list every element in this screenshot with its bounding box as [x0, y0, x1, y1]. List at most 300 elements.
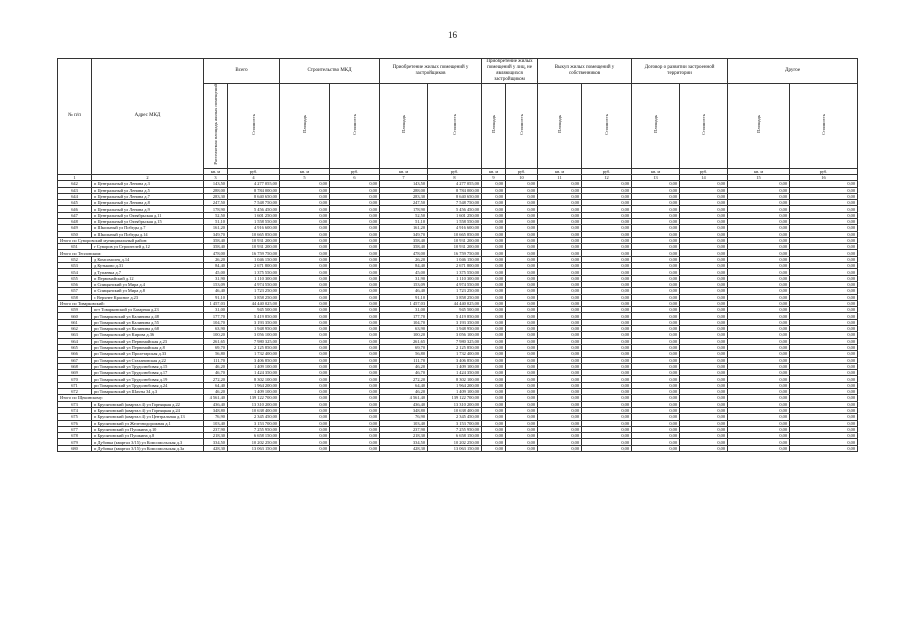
- table-cell: 0,00: [280, 370, 330, 376]
- table-cell: 0,00: [482, 294, 506, 300]
- table-cell: 0,00: [680, 319, 728, 325]
- table-cell: 46,20: [204, 363, 228, 369]
- table-cell: 0,00: [680, 370, 728, 376]
- unit-label: руб.: [680, 168, 728, 174]
- table-cell: 0,00: [632, 288, 680, 294]
- table-cell: 0,00: [680, 231, 728, 237]
- table-cell: 0,00: [680, 363, 728, 369]
- table-cell: 218,30: [380, 433, 428, 439]
- table-cell: 0,00: [582, 338, 632, 344]
- table-cell: 0,00: [280, 338, 330, 344]
- table-cell: 0,00: [330, 420, 380, 426]
- table-cell: 0,00: [632, 281, 680, 287]
- table-cell: 0,00: [728, 370, 790, 376]
- table-cell: 0,00: [538, 395, 582, 401]
- table-cell: 0,00: [482, 445, 506, 451]
- table-cell: 0,00: [330, 326, 380, 332]
- table-cell: 0,00: [538, 256, 582, 262]
- table-cell: 0,00: [728, 357, 790, 363]
- table-cell: 0,00: [728, 288, 790, 294]
- table-cell: 1 409 100,00: [228, 389, 280, 395]
- table-cell: 0,00: [582, 370, 632, 376]
- table-cell: 0,00: [790, 433, 858, 439]
- table-cell: 0,00: [330, 338, 380, 344]
- row-number: 653: [58, 263, 92, 269]
- column-number: 12: [582, 174, 632, 180]
- table-cell: 10 665 850,00: [228, 231, 280, 237]
- table-cell: 0,00: [506, 382, 538, 388]
- table-cell: 272,20: [380, 376, 428, 382]
- table-cell: 5 419 850,00: [428, 313, 482, 319]
- table-cell: 1 732 400,00: [228, 351, 280, 357]
- row-number: 680: [58, 445, 92, 451]
- table-cell: 0,00: [482, 181, 506, 187]
- header-group-other: Другое: [728, 59, 858, 84]
- table-cell: 1 948 950,00: [428, 326, 482, 332]
- table-cell: 177,70: [204, 313, 228, 319]
- table-cell: 0,00: [582, 206, 632, 212]
- header-sub-area: Площадь: [632, 84, 680, 169]
- table-cell: 0,00: [632, 326, 680, 332]
- table-cell: 0,00: [632, 212, 680, 218]
- table-cell: 0,00: [582, 200, 632, 206]
- table-cell: 0,00: [538, 269, 582, 275]
- table-cell: 0,00: [280, 225, 330, 231]
- table-cell: 0,00: [790, 401, 858, 407]
- table-cell: 0,00: [506, 370, 538, 376]
- table-cell: 0,00: [330, 319, 380, 325]
- row-number: 656: [58, 281, 92, 287]
- table-cell: 1 110 300,00: [228, 275, 280, 281]
- table-cell: 0,00: [680, 219, 728, 225]
- table-cell: 4 277 055,00: [428, 181, 482, 187]
- table-cell: 0,00: [728, 445, 790, 451]
- table-cell: 0,00: [506, 357, 538, 363]
- row-number: 667: [58, 357, 92, 363]
- table-cell: 0,00: [538, 250, 582, 256]
- table-cell: 0,00: [280, 300, 330, 306]
- table-cell: 0,00: [538, 370, 582, 376]
- header-group-total: Всего: [204, 59, 280, 84]
- table-cell: 0,00: [680, 244, 728, 250]
- table-cell: 0,00: [330, 193, 380, 199]
- table-cell: 0,00: [506, 256, 538, 262]
- subtotal-label: Итого по Щекинскому:: [58, 395, 204, 401]
- table-cell: 945 500,00: [428, 307, 482, 313]
- table-cell: 358,40: [380, 244, 428, 250]
- column-number: 15: [728, 174, 790, 180]
- table-cell: 0,00: [790, 281, 858, 287]
- table-cell: 13 310 200,00: [228, 401, 280, 407]
- table-cell: 0,00: [790, 219, 858, 225]
- address-cell: рп Товарковский ул Первомайская д.8: [92, 344, 204, 350]
- table-cell: 0,00: [632, 420, 680, 426]
- row-number: 679: [58, 439, 92, 445]
- table-cell: 1 457,03: [204, 300, 228, 306]
- table-cell: 0,00: [330, 269, 380, 275]
- table-cell: 0,00: [680, 420, 728, 426]
- table-cell: 46,70: [204, 370, 228, 376]
- table-cell: 0,00: [632, 382, 680, 388]
- table-cell: 0,00: [790, 363, 858, 369]
- table-cell: 0,00: [680, 326, 728, 332]
- table-cell: 0,00: [632, 300, 680, 306]
- table-cell: 0,00: [632, 357, 680, 363]
- table-cell: 0,00: [680, 395, 728, 401]
- table-cell: 0,00: [280, 389, 330, 395]
- table-cell: 0,00: [482, 351, 506, 357]
- table-cell: 0,00: [482, 219, 506, 225]
- table-cell: 0,00: [280, 420, 330, 426]
- table-cell: 3 056 100,00: [428, 332, 482, 338]
- table-cell: 0,00: [680, 401, 728, 407]
- table-cell: 0,00: [482, 344, 506, 350]
- table-cell: 10 931 200,00: [428, 237, 482, 243]
- table-cell: 8 302 100,00: [228, 376, 280, 382]
- table-cell: 0,00: [790, 263, 858, 269]
- unit-label: руб.: [506, 168, 538, 174]
- table-cell: 0,00: [728, 263, 790, 269]
- table-cell: 0,00: [482, 206, 506, 212]
- table-cell: 16 759 750,00: [228, 250, 280, 256]
- header-sub-area: Площадь: [280, 84, 330, 169]
- table-cell: 0,00: [680, 225, 728, 231]
- row-number: 647: [58, 212, 92, 218]
- table-cell: 0,00: [632, 206, 680, 212]
- table-cell: 0,00: [582, 288, 632, 294]
- table-cell: 56,80: [380, 351, 428, 357]
- table-cell: 84,40: [204, 263, 228, 269]
- table-cell: 0,00: [482, 414, 506, 420]
- table-cell: 0,00: [728, 281, 790, 287]
- table-cell: 0,00: [280, 212, 330, 218]
- table-cell: 1 409 100,00: [228, 363, 280, 369]
- table-cell: 0,00: [482, 231, 506, 237]
- table-cell: 52,50: [204, 212, 228, 218]
- table-cell: 1 964 200,00: [428, 382, 482, 388]
- table-cell: 0,00: [632, 370, 680, 376]
- table-cell: 16 759 750,00: [428, 250, 482, 256]
- table-cell: 0,00: [506, 313, 538, 319]
- table-cell: 0,00: [790, 389, 858, 395]
- table-cell: 7 548 750,00: [428, 200, 482, 206]
- table-cell: 0,00: [506, 250, 538, 256]
- column-number: 16: [790, 174, 858, 180]
- table-cell: 51,10: [204, 219, 228, 225]
- header-sub-area: Площадь: [728, 84, 790, 169]
- table-cell: 0,00: [506, 344, 538, 350]
- address-cell: п Центральный ул Ленина д.3: [92, 181, 204, 187]
- table-cell: 0,00: [538, 237, 582, 243]
- table-cell: 0,00: [728, 407, 790, 413]
- table-cell: 0,00: [728, 200, 790, 206]
- table-cell: 0,00: [280, 269, 330, 275]
- table-cell: 0,00: [280, 294, 330, 300]
- table-cell: 0,00: [506, 445, 538, 451]
- table-cell: 0,00: [538, 420, 582, 426]
- table-cell: 0,00: [728, 256, 790, 262]
- table-cell: 945 500,00: [228, 307, 280, 313]
- table-cell: 0,00: [330, 332, 380, 338]
- table-cell: 1 732 400,00: [428, 351, 482, 357]
- table-cell: 0,00: [506, 420, 538, 426]
- header-sub-resettled-area: Расселяемая площадь жилых помещений: [204, 84, 228, 169]
- table-cell: 91,10: [204, 294, 228, 300]
- table-cell: 0,00: [582, 275, 632, 281]
- table-cell: 111,70: [204, 357, 228, 363]
- table-cell: 0,00: [680, 307, 728, 313]
- row-number: 665: [58, 344, 92, 350]
- table-cell: 0,00: [482, 426, 506, 432]
- table-cell: 0,00: [582, 433, 632, 439]
- column-number: 11: [538, 174, 582, 180]
- table-cell: 0,00: [538, 307, 582, 313]
- table-cell: 0,00: [482, 382, 506, 388]
- table-cell: 0,00: [482, 244, 506, 250]
- table-cell: 0,00: [790, 326, 858, 332]
- address-cell: рп Товарковский ул Калинина д.55: [92, 319, 204, 325]
- table-cell: 349,70: [204, 231, 228, 237]
- table-cell: 0,00: [632, 193, 680, 199]
- table-cell: 288,00: [380, 187, 428, 193]
- address-cell: п Школьный ул Победы д.14: [92, 231, 204, 237]
- table-cell: 0,00: [330, 250, 380, 256]
- table-cell: 0,00: [482, 433, 506, 439]
- table-cell: 0,00: [790, 407, 858, 413]
- table-cell: 103,40: [380, 420, 428, 426]
- table-cell: 0,00: [538, 294, 582, 300]
- table-cell: 0,00: [790, 250, 858, 256]
- row-number: 646: [58, 206, 92, 212]
- table-cell: 69,70: [204, 344, 228, 350]
- table-cell: 0,00: [330, 200, 380, 206]
- table-cell: 0,00: [330, 433, 380, 439]
- table-cell: 0,00: [790, 288, 858, 294]
- table-cell: 0,00: [482, 401, 506, 407]
- table-cell: 13 063 150,00: [228, 445, 280, 451]
- table-cell: 0,00: [538, 244, 582, 250]
- table-cell: 0,00: [482, 332, 506, 338]
- row-number: 674: [58, 407, 92, 413]
- table-cell: 0,00: [506, 294, 538, 300]
- table-cell: 0,00: [680, 181, 728, 187]
- table-cell: 0,00: [680, 332, 728, 338]
- table-cell: 0,00: [538, 351, 582, 357]
- table-cell: 0,00: [482, 363, 506, 369]
- header-sub-cost: Стоимость: [680, 84, 728, 169]
- table-cell: 3 406 850,00: [228, 357, 280, 363]
- table-cell: 0,00: [790, 206, 858, 212]
- table-cell: 436,40: [380, 401, 428, 407]
- row-number: 661: [58, 319, 92, 325]
- address-cell: рп Товарковский ул Пролетарская д.33: [92, 351, 204, 357]
- column-number: 5: [280, 174, 330, 180]
- table-cell: 0,00: [680, 263, 728, 269]
- table-cell: 3 153 700,00: [228, 420, 280, 426]
- table-cell: 0,00: [330, 288, 380, 294]
- table-cell: 0,00: [280, 357, 330, 363]
- table-cell: 0,00: [680, 187, 728, 193]
- column-number: 6: [330, 174, 380, 180]
- table-cell: 0,00: [680, 357, 728, 363]
- unit-label: руб.: [330, 168, 380, 174]
- table-cell: 0,00: [632, 439, 680, 445]
- table-cell: 0,00: [632, 269, 680, 275]
- table-cell: 111,70: [380, 357, 428, 363]
- table-cell: 10 931 200,00: [428, 244, 482, 250]
- table-cell: 0,00: [790, 445, 858, 451]
- table-cell: 0,00: [482, 225, 506, 231]
- table-cell: 64,40: [380, 382, 428, 388]
- table-cell: 5 456 450,00: [428, 206, 482, 212]
- table-cell: 0,00: [680, 288, 728, 294]
- table-cell: 0,00: [728, 313, 790, 319]
- table-cell: 237,90: [204, 426, 228, 432]
- table-cell: 0,00: [506, 439, 538, 445]
- table-cell: 0,00: [330, 237, 380, 243]
- table-cell: 0,00: [506, 244, 538, 250]
- table-cell: 0,00: [632, 250, 680, 256]
- table-cell: 104,70: [204, 319, 228, 325]
- column-number: 13: [632, 174, 680, 180]
- table-cell: 0,00: [280, 237, 330, 243]
- table-cell: 0,00: [790, 212, 858, 218]
- table-cell: 0,00: [280, 382, 330, 388]
- table-cell: 0,00: [482, 357, 506, 363]
- header-sub-area: Площадь: [380, 84, 428, 169]
- table-cell: 3 153 700,00: [428, 420, 482, 426]
- table-cell: 6 658 150,00: [228, 433, 280, 439]
- table-cell: 0,00: [506, 200, 538, 206]
- table-cell: 0,00: [632, 363, 680, 369]
- table-cell: 0,00: [280, 426, 330, 432]
- unit-label: кв. м: [632, 168, 680, 174]
- subtotal-label: Итого по Товарковский:: [58, 300, 204, 306]
- table-cell: 0,00: [790, 244, 858, 250]
- table-cell: 0,00: [280, 344, 330, 350]
- table-cell: 0,00: [582, 414, 632, 420]
- table-cell: 0,00: [790, 357, 858, 363]
- table-cell: 0,00: [728, 225, 790, 231]
- table-cell: 0,00: [280, 445, 330, 451]
- table-cell: 8 640 650,00: [228, 193, 280, 199]
- table-cell: 0,00: [482, 263, 506, 269]
- table-cell: 0,00: [506, 212, 538, 218]
- table-cell: 139 122 700,00: [428, 395, 482, 401]
- table-cell: 0,00: [790, 300, 858, 306]
- table-cell: 4 561,40: [204, 395, 228, 401]
- table-cell: 0,00: [538, 231, 582, 237]
- table-cell: 0,00: [506, 225, 538, 231]
- table-cell: 0,00: [280, 187, 330, 193]
- row-number: 676: [58, 420, 92, 426]
- table-cell: 0,00: [790, 231, 858, 237]
- table-cell: 237,90: [380, 426, 428, 432]
- table-cell: 0,00: [482, 187, 506, 193]
- table-cell: 0,00: [632, 332, 680, 338]
- table-cell: 0,00: [582, 326, 632, 332]
- table-cell: 0,00: [728, 363, 790, 369]
- table-cell: 0,00: [728, 237, 790, 243]
- table-cell: 0,00: [330, 181, 380, 187]
- table-cell: 56,80: [204, 351, 228, 357]
- table-cell: 0,00: [790, 313, 858, 319]
- table-cell: 0,00: [790, 414, 858, 420]
- row-number: 673: [58, 401, 92, 407]
- table-cell: 0,00: [330, 357, 380, 363]
- subtotal-label: Итого по Суворовский муниципальный район:: [58, 237, 204, 243]
- table-cell: 0,00: [680, 200, 728, 206]
- table-cell: 247,50: [380, 200, 428, 206]
- table-cell: 0,00: [728, 439, 790, 445]
- table-cell: 0,00: [330, 294, 380, 300]
- table-cell: 0,00: [482, 389, 506, 395]
- address-cell: д Кутьково д.31: [92, 263, 204, 269]
- table-cell: 0,00: [482, 307, 506, 313]
- table-cell: 0,00: [330, 344, 380, 350]
- address-cell: рп Товарковский ул Шахты 34 д.3: [92, 389, 204, 395]
- row-number: 675: [58, 414, 92, 420]
- table-cell: 10 638 400,00: [428, 407, 482, 413]
- column-number: 3: [204, 174, 228, 180]
- table-cell: 0,00: [728, 332, 790, 338]
- table-cell: 0,00: [538, 219, 582, 225]
- table-cell: 0,00: [728, 300, 790, 306]
- table-cell: 0,00: [632, 426, 680, 432]
- table-cell: 478,00: [204, 250, 228, 256]
- table-cell: 0,00: [538, 332, 582, 338]
- table-cell: 0,00: [482, 338, 506, 344]
- table-cell: 358,40: [204, 244, 228, 250]
- table-cell: 31,00: [380, 307, 428, 313]
- table-cell: 0,00: [506, 307, 538, 313]
- table-cell: 69,70: [380, 344, 428, 350]
- table-cell: 4 916 600,00: [228, 225, 280, 231]
- table-cell: 0,00: [538, 407, 582, 413]
- table-cell: 0,00: [506, 319, 538, 325]
- table-cell: 0,00: [280, 376, 330, 382]
- table-cell: 0,00: [482, 200, 506, 206]
- table-cell: 0,00: [330, 212, 380, 218]
- table-cell: 0,00: [280, 281, 330, 287]
- table-cell: 0,00: [280, 250, 330, 256]
- table-cell: 0,00: [790, 351, 858, 357]
- table-cell: 0,00: [330, 376, 380, 382]
- table-cell: 0,00: [538, 389, 582, 395]
- table-cell: 0,00: [582, 445, 632, 451]
- table-cell: 349,70: [380, 231, 428, 237]
- table-cell: 44 440 025,00: [428, 300, 482, 306]
- table-cell: 0,00: [330, 219, 380, 225]
- table-cell: 178,90: [204, 206, 228, 212]
- column-number: 1: [58, 174, 92, 180]
- table-cell: 4 277 055,00: [228, 181, 280, 187]
- table-cell: 0,00: [582, 319, 632, 325]
- table-cell: 0,00: [680, 433, 728, 439]
- address-cell: п Брусяновский (квартал 4) ул Горняцкая д.22: [92, 401, 204, 407]
- header-group-non-developers: Приобретение жилых помещений у лиц, не являющихся застройщиком: [482, 59, 538, 84]
- table-cell: 0,00: [680, 281, 728, 287]
- table-cell: 0,00: [280, 326, 330, 332]
- header-address: Адрес МКД: [92, 59, 204, 175]
- header-group-development-contract: Договор о развитии застроенной территории: [632, 59, 728, 84]
- table-cell: 0,00: [506, 219, 538, 225]
- address-cell: п Центральный ул Октябрьская д.11: [92, 212, 204, 218]
- table-cell: 358,40: [380, 237, 428, 243]
- table-cell: 0,00: [538, 439, 582, 445]
- row-number: 644: [58, 193, 92, 199]
- table-cell: 2 125 850,00: [428, 344, 482, 350]
